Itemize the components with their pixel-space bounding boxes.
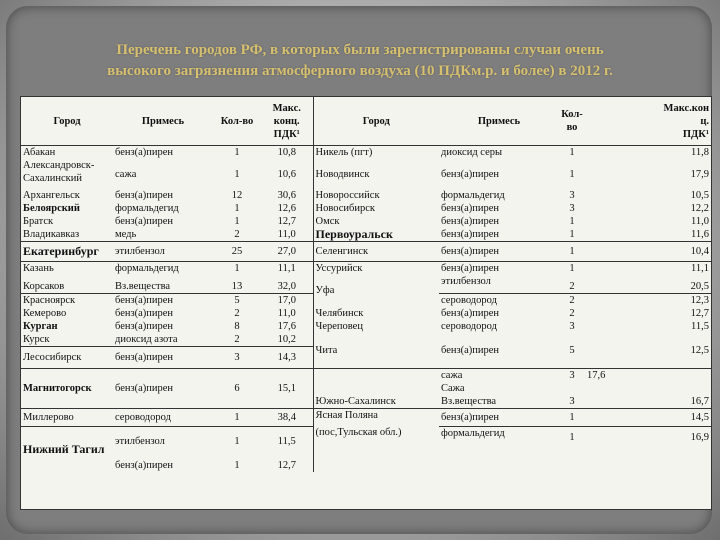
count-cell: 1	[234, 147, 240, 158]
city-cell: Новодвинск	[313, 159, 439, 189]
city-cell: Нижний Тагил	[21, 426, 113, 472]
max-cell: 11,5	[691, 320, 709, 332]
count-cell: 1	[234, 216, 240, 227]
pollutant-cell: формальдегид	[441, 190, 505, 201]
header-pollutant: Примесь	[113, 97, 213, 146]
max-cell: 12,7	[690, 307, 709, 319]
max-cell: 17,0	[261, 293, 313, 307]
city-cell: Братск	[23, 216, 54, 227]
pollutant-cell: медь	[115, 229, 137, 240]
header-count: Кол-во	[213, 97, 261, 146]
table-row	[21, 228, 711, 242]
city-cell: Архангельск	[23, 190, 80, 201]
count-cell: 2	[234, 229, 240, 240]
table-row	[21, 408, 711, 426]
table-row	[21, 146, 711, 160]
max-cell: 38,4	[261, 408, 313, 426]
count-cell: 1	[559, 426, 585, 472]
pollutant-cell: формальдегид	[113, 262, 213, 276]
chita-soot: сажа	[441, 369, 463, 381]
city-cell	[21, 159, 113, 189]
count-cell	[559, 368, 585, 408]
page-title	[20, 40, 700, 82]
max-cell	[585, 368, 711, 408]
max-cell: 17,9	[690, 168, 709, 180]
count-cell: 2	[234, 307, 240, 319]
pollutant-cell: бенз(а)пирен	[441, 168, 500, 180]
count-cell: 1	[569, 168, 575, 180]
pollutant-cell: бенз(а)пирен	[115, 190, 174, 201]
max-cell: 12,2	[690, 203, 709, 214]
max-cell: 11,5	[261, 426, 313, 456]
max-cell: 30,6	[277, 190, 296, 201]
table-row	[21, 159, 711, 189]
max-cell: 32,0	[277, 280, 296, 292]
count-cell: 1	[234, 203, 240, 214]
header-pollutant-2: Примесь	[439, 97, 559, 146]
count-cell: 1	[559, 408, 585, 426]
city-cell: Уссурийск	[313, 262, 439, 276]
header-count2-l1: Кол-	[561, 109, 583, 120]
max-cell: 11,6	[691, 229, 709, 240]
pollutant-cell: бенз(а)пирен	[439, 242, 559, 262]
count-cell: 2	[234, 333, 240, 345]
pollutant-cell: бенз(а)пирен	[115, 320, 174, 332]
city-cell: Новороссийск	[313, 189, 439, 202]
max-cell: 10,2	[277, 333, 296, 345]
pollutant-cell: бенз(а)пирен	[113, 293, 213, 307]
title-line-2: высокого загрязнения атмосферного воздуха (10 ПДКм.р. и более) в 2012 г.	[107, 63, 613, 79]
city-cell: Селенгинск	[313, 242, 439, 262]
max-cell: 12,5	[690, 344, 709, 356]
city-line-1: Александровск-	[23, 160, 95, 171]
city-cell: Курган	[23, 320, 58, 332]
city-line-2: Сахалинский	[23, 173, 83, 184]
pollutant-cell: бенз(а)пирен	[115, 147, 174, 158]
max-cell: 17,6	[277, 320, 296, 332]
city-cell: Первоуральск	[313, 228, 439, 242]
pollutant-cell: бенз(а)пирен	[115, 460, 174, 471]
table-row	[21, 215, 711, 228]
city-cell: Магнитогорск	[21, 368, 113, 408]
chita-soot-count: 3	[569, 369, 575, 381]
max-cell: 27,0	[261, 242, 313, 262]
pollutant-cell: сероводород	[441, 320, 497, 332]
table-row	[21, 333, 711, 347]
pollutant-line-1: Сажа	[441, 382, 465, 394]
count-cell: 1	[234, 460, 240, 471]
max-cell: 12,7	[277, 216, 296, 227]
yuzhno-count: 3	[569, 395, 575, 407]
header-max	[261, 97, 313, 146]
max-cell: 10,6	[277, 168, 296, 180]
count-cell: 3	[569, 320, 575, 332]
pollutant-cell: бенз(а)пирен	[441, 203, 500, 214]
count-cell: 8	[234, 320, 240, 332]
table-row	[21, 189, 711, 202]
city-cell: Владикавказ	[23, 229, 80, 240]
city-cell: Курск	[23, 333, 50, 345]
header-max-l3: ПДК¹	[273, 128, 300, 140]
pollutant-cell: бенз(а)пирен	[113, 346, 213, 368]
city-cell: Миллерово	[21, 408, 113, 426]
chita-soot-max: 17,6	[587, 369, 606, 381]
city-line-2: (пос,Тульская обл.)	[315, 426, 402, 438]
city-line-1: Ясная Поляна	[315, 409, 378, 421]
header-count2-l2: во	[566, 122, 578, 133]
pollutant-cell: бенз(а)пирен	[113, 368, 213, 408]
pollutant-cell	[439, 368, 559, 408]
pollutant-cell: бенз(а)пирен	[115, 216, 174, 227]
pollutant-cell: Вз.вещества	[115, 280, 171, 292]
count-cell: 5	[569, 344, 575, 356]
pollution-table	[21, 97, 711, 472]
count-cell: 1	[213, 262, 261, 276]
count-cell: 2	[569, 307, 575, 319]
data-table-sheet	[20, 96, 712, 510]
table-row	[21, 275, 711, 293]
city-cell: Лесосибирск	[21, 346, 113, 368]
header-max2-l1: Макс.кон	[663, 102, 709, 114]
header-max-l1: Макс.	[272, 102, 301, 114]
header-city-2: Город	[313, 97, 439, 146]
pollutant-cell: формальдегид	[439, 426, 559, 472]
header-city: Город	[21, 97, 113, 146]
pollutant-cell: этилбензол	[113, 242, 213, 262]
count-cell: 3	[569, 190, 575, 201]
count-cell: 1	[213, 408, 261, 426]
header-count-2	[559, 97, 585, 146]
count-cell: 25	[213, 242, 261, 262]
count-cell: 1	[559, 262, 585, 276]
city-cell: Белоярский	[23, 203, 80, 214]
max-cell: 11,0	[691, 216, 709, 227]
count-cell: 1	[213, 426, 261, 456]
pollutant-cell: бенз(а)пирен	[115, 307, 174, 319]
city-cell: Кемерово	[23, 307, 67, 319]
max-cell: 11,0	[277, 307, 296, 319]
pollutant-cell: формальдегид	[115, 203, 179, 214]
max-cell: 14,5	[585, 408, 711, 426]
max-cell: 16,9	[585, 426, 711, 472]
title-line-1: Перечень городов РФ, в которых были зарегистрированы случаи очень	[116, 42, 604, 58]
pollutant-cell: этилбензол	[441, 276, 491, 287]
table-row	[21, 202, 711, 215]
max-cell: 11,1	[585, 262, 711, 276]
city-cell: Абакан	[23, 147, 56, 158]
pollutant-cell: сажа	[115, 168, 137, 180]
count-cell: 3	[569, 203, 575, 214]
city-cell	[313, 408, 439, 472]
pollutant-cell: бенз(а)пирен	[441, 344, 500, 356]
max-cell: 10,5	[690, 190, 709, 201]
city-cell: Красноярск	[21, 293, 113, 307]
table-row	[21, 262, 711, 276]
pollutant-cell: сероводород	[113, 408, 213, 426]
city-cell: Корсаков	[23, 280, 65, 292]
header-max2-l3: ПДК¹	[682, 128, 709, 140]
max-cell: 20,5	[690, 280, 709, 292]
count-cell: 2	[569, 280, 575, 292]
max-cell: 11,8	[691, 147, 709, 158]
table-row	[21, 368, 711, 408]
city-cell: Казань	[21, 262, 113, 276]
max-cell: 10,4	[585, 242, 711, 262]
pollutant-line-2: Вз.вещества	[441, 395, 497, 407]
table-row	[21, 307, 711, 320]
city-cell: Чита	[313, 333, 439, 369]
header-max2-l2: ц.	[700, 115, 709, 127]
city-cell: Екатеринбург	[21, 242, 113, 262]
city-cell: Южно-Сахалинск	[313, 368, 439, 408]
max-cell: 11,0	[277, 229, 296, 240]
city-cell: Новосибирск	[313, 202, 439, 215]
pollutant-cell: диоксид азота	[115, 333, 178, 345]
count-cell: 1	[234, 168, 240, 180]
count-cell: 2	[559, 293, 585, 307]
max-cell: 11,1	[261, 262, 313, 276]
max-cell: 10,8	[277, 147, 296, 158]
max-cell: 14,3	[261, 346, 313, 368]
pollutant-cell: диоксид серы	[441, 147, 503, 158]
header-max-2	[585, 97, 711, 146]
pollutant-cell: этилбензол	[113, 426, 213, 456]
count-cell: 1	[559, 242, 585, 262]
max-cell: 15,1	[261, 368, 313, 408]
pollutant-cell: бенз(а)пирен	[439, 408, 559, 426]
max-cell: 12,7	[277, 460, 296, 471]
table-row	[21, 242, 711, 262]
pollutant-cell: сероводород	[439, 293, 559, 307]
city-cell: Уфа	[313, 275, 439, 307]
count-cell: 1	[569, 147, 575, 158]
header-max-l2: конц.	[273, 115, 300, 127]
pollutant-cell: бенз(а)пирен	[441, 229, 500, 240]
max-cell: 12,6	[277, 203, 296, 214]
pollutant-cell: бенз(а)пирен	[439, 262, 559, 276]
table-row	[21, 320, 711, 333]
city-cell: Омск	[313, 215, 439, 228]
count-cell: 12	[231, 190, 243, 201]
city-cell: Череповец	[313, 320, 439, 333]
city-cell: Никель (пгт)	[313, 146, 439, 160]
count-cell: 5	[213, 293, 261, 307]
count-cell: 6	[213, 368, 261, 408]
pollutant-cell: бенз(а)пирен	[441, 307, 500, 319]
count-cell: 1	[569, 216, 575, 227]
city-cell: Челябинск	[313, 307, 439, 320]
max-cell: 12,3	[585, 293, 711, 307]
pollutant-cell: бенз(а)пирен	[441, 216, 500, 227]
yuzhno-max: 16,7	[690, 395, 709, 407]
count-cell: 3	[213, 346, 261, 368]
count-cell: 1	[569, 229, 575, 240]
count-cell: 13	[231, 280, 243, 292]
header-row	[21, 97, 711, 146]
